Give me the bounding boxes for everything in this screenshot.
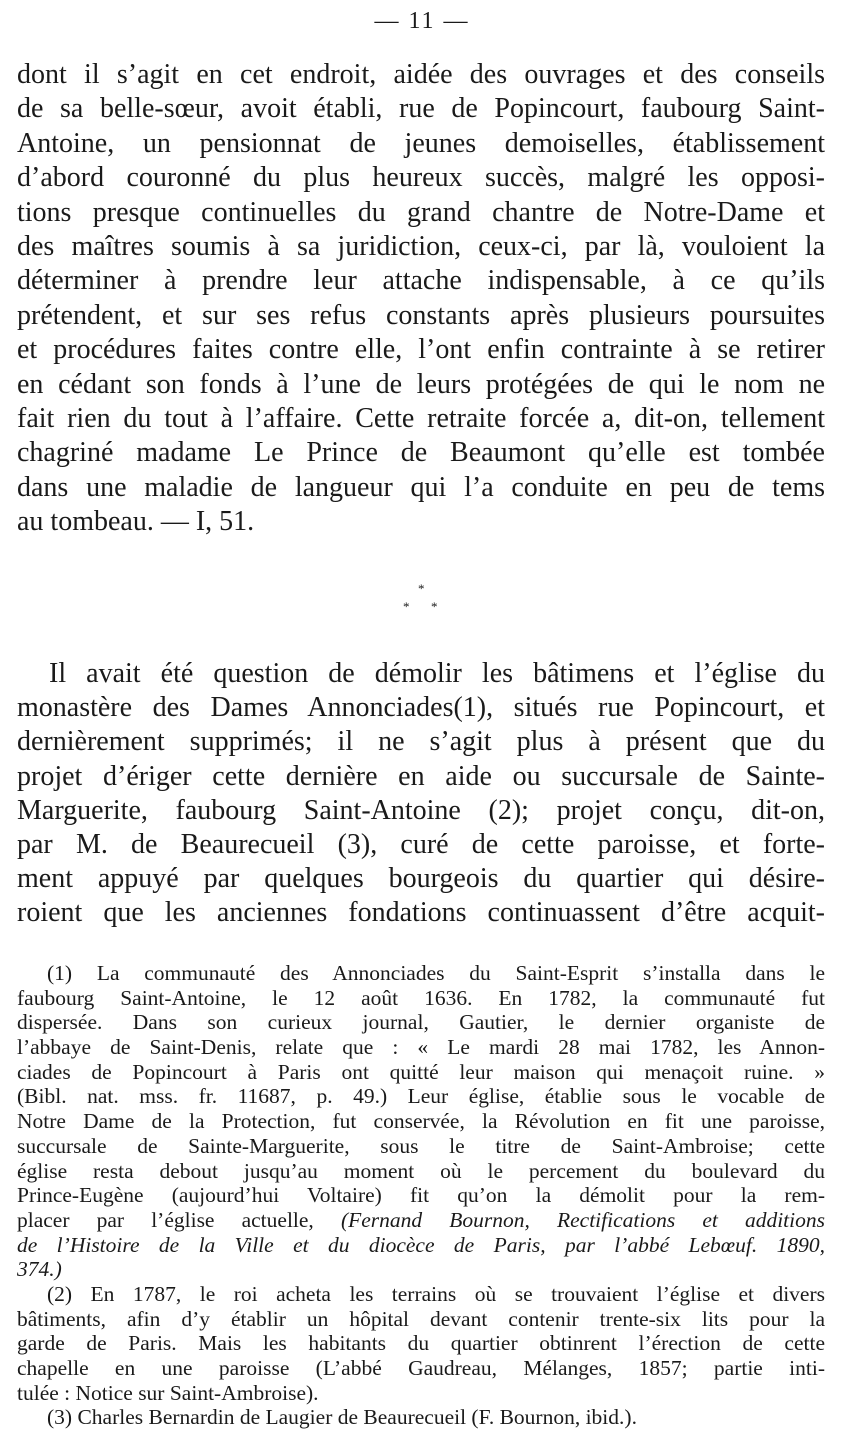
footnote-line: succursale de Sainte-Marguerite, sous le titre de Saint-Ambroise; cette — [17, 1133, 825, 1158]
asterisk-icon: * — [418, 581, 425, 596]
footnote-line: (1) La communauté des Annonciades du Saint-Esprit s’installa dans le — [47, 961, 825, 985]
text-line: en cédant son fonds à l’une de leurs protégées de qui le nom ne — [17, 368, 825, 400]
text-line: monastère des Dames Annonciades(1), situés rue Popincourt, et — [17, 692, 825, 724]
footnote-line: ciades de Popincourt à Paris ont quitté leur maison qui menaçoit ruine. » — [17, 1059, 825, 1084]
footnote-line: dispersée. Dans son curieux journal, Gautier, le dernier organiste de — [17, 1010, 825, 1035]
text-line: Marguerite, faubourg Saint-Antoine (2); projet conçu, dit-on, — [17, 794, 825, 826]
text-line: roient que les anciennes fondations continuassent d’être acquit- — [17, 897, 825, 929]
text-line: Antoine, un pensionnat de jeunes demoiselles, établissement — [17, 127, 825, 159]
text-line: prétendent, et sur ses refus constants après plusieurs poursuites — [17, 299, 825, 331]
footnote-text: placer par l’église actuelle, — [17, 1207, 314, 1232]
footnote-line: Notre Dame de la Protection, fut conservée, la Révolution en fit une paroisse, — [17, 1109, 825, 1134]
asterisk-icon: * — [431, 599, 438, 614]
asterism-separator — [0, 578, 844, 622]
paragraph-continued — [17, 58, 825, 539]
text-line: ment appuyé par quelques bourgeois du quartier qui désire- — [17, 863, 825, 895]
text-line: déterminer à prendre leur attache indispensable, à ce qu’ils — [17, 265, 825, 297]
text-line: dans une maladie de langueur qui l’a conduite en peu de tems — [17, 471, 825, 503]
text-line: et procédures faites contre elle, l’ont enfin contrainte à se retirer — [17, 334, 825, 366]
footnote-line: tulée : Notice sur Saint-Ambroise). — [17, 1380, 319, 1405]
footnote-line: faubourg Saint-Antoine, le 12 août 1636. En 1782, la communauté fut — [17, 985, 825, 1010]
footnote-line: (Bibl. nat. mss. fr. 11687, p. 49.) Leur église, établie sous le vocable de — [17, 1084, 825, 1109]
text-line: de sa belle-sœur, avoit établi, rue de Popincourt, faubourg Saint- — [17, 93, 825, 125]
citation-italic: de l’Histoire de la Ville et du diocèce de Paris, par l’abbé Lebœuf. 1890, — [17, 1232, 825, 1257]
paragraph-annonciades — [17, 657, 825, 931]
citation-italic: 374.) — [17, 1257, 62, 1282]
footnote-line: (3) Charles Bernardin de Laugier de Beaurecueil (F. Bournon, ibid.). — [47, 1405, 637, 1430]
text-line: d’abord couronné du plus heureux succès, malgré les opposi- — [17, 162, 825, 194]
page-number: — 11 — — [374, 8, 470, 34]
footnote-line — [17, 1208, 825, 1233]
text-line: dernièrement supprimés; il ne s’agit plus à présent que du — [17, 726, 825, 758]
asterisk-icon: * — [403, 599, 410, 614]
footnote-line: garde de Paris. Mais les habitants du quartier obtinrent l’érection de cette — [17, 1331, 825, 1356]
citation-italic: (Fernand Bournon, Rectifications et additions — [340, 1207, 825, 1232]
footnote-line: bâtiments, afin d’y établir un hôpital devant contenir trente-six lits pour la — [17, 1306, 825, 1331]
footnote-line: église resta debout jusqu’au moment où le percement du boulevard du — [17, 1158, 825, 1183]
text-line: projet d’ériger cette dernière en aide ou succursale de Sainte- — [17, 760, 825, 792]
footnotes — [17, 961, 825, 1430]
footnote-line — [17, 1233, 825, 1258]
text-line: fait rien du tout à l’affaire. Cette retraite forcée a, dit-on, tellement — [17, 402, 825, 434]
footnote-line: chapelle en une paroisse (L’abbé Gaudreau, Mélanges, 1857; partie inti- — [17, 1356, 825, 1380]
footnote-line: l’abbaye de Saint-Denis, relate que : « Le mardi 28 mai 1782, les Annon- — [17, 1035, 825, 1060]
text-line: dont il s’agit en cet endroit, aidée des ouvrages et des conseils — [17, 59, 825, 90]
text-line: par M. de Beaurecueil (3), curé de cette paroisse, et forte- — [17, 828, 825, 860]
text-line: des maîtres soumis à sa juridiction, ceux-ci, par là, vouloient la — [17, 230, 825, 262]
text-line: Il avait été question de démolir les bâtimens et l’église du — [49, 658, 825, 689]
text-line: chagriné madame Le Prince de Beaumont qu’elle est tombée — [17, 437, 825, 469]
text-line: tions presque continuelles du grand chantre de Notre-Dame et — [17, 196, 825, 228]
footnote-line — [17, 1257, 825, 1282]
footnote-line: (2) En 1787, le roi acheta les terrains où se trouvaient l’église et divers — [47, 1281, 825, 1306]
footnote-line: Prince-Eugène (aujourd’hui Voltaire) fit qu’on la démolit pour la rem- — [17, 1183, 825, 1208]
text-line: au tombeau. — I, 51. — [17, 506, 255, 538]
